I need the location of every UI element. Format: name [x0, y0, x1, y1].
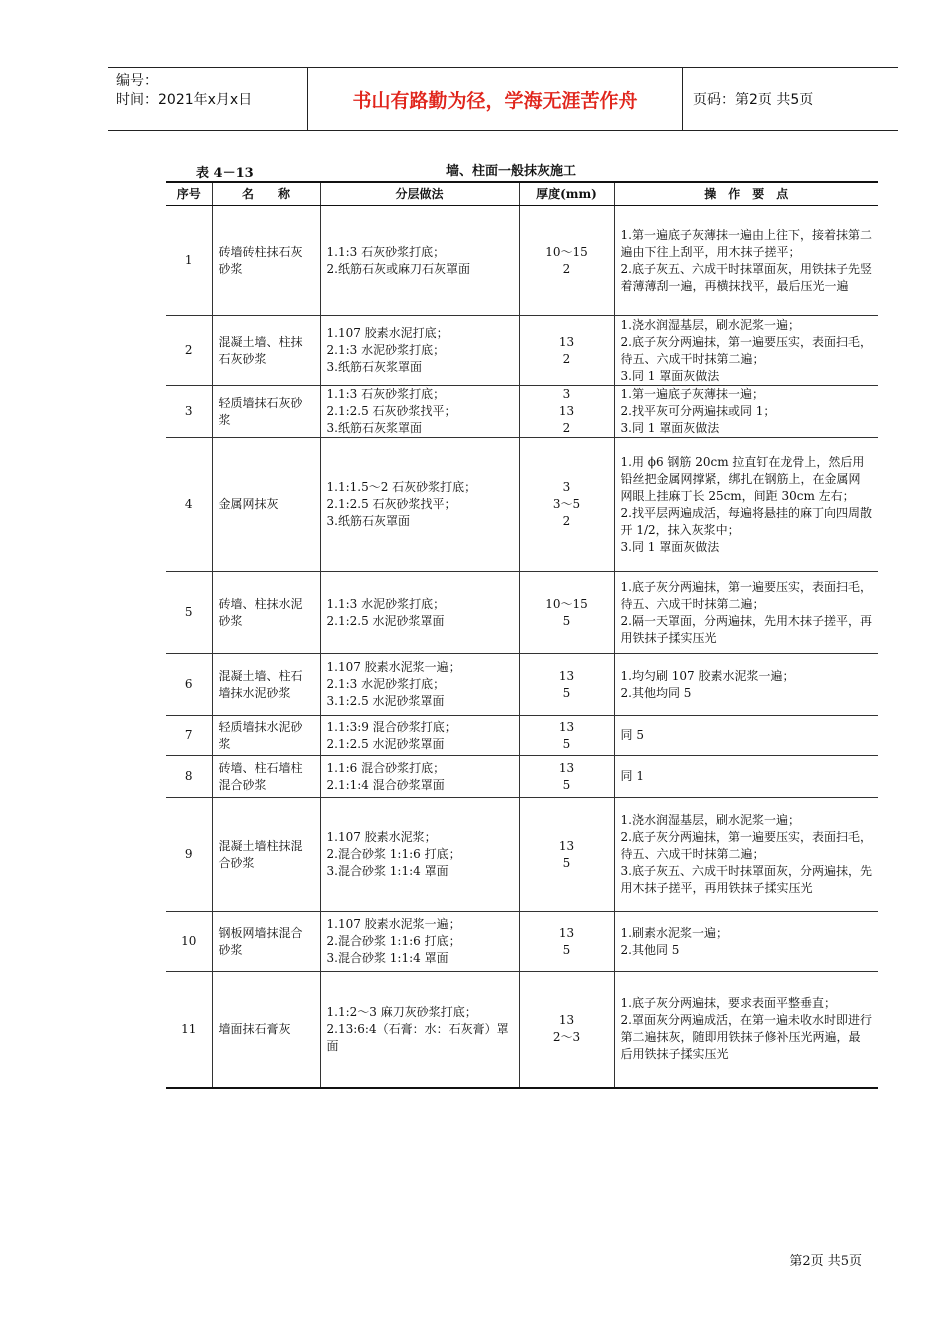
row-number: 7: [166, 716, 212, 756]
row-layers: [320, 716, 519, 756]
point-line: 1.浇水润湿基层，刷水泥浆一遍；: [620, 813, 800, 827]
row-thickness: [519, 972, 614, 1088]
row-number: 5: [166, 572, 212, 654]
row-name: 轻质墙抹石灰砂浆: [212, 386, 320, 438]
row-name: 轻质墙抹水泥砂浆: [212, 716, 320, 756]
table-row: [166, 912, 878, 972]
row-thickness: [519, 316, 614, 386]
point-line: 同 1: [620, 769, 644, 783]
point-line: 2.隔一天罩面，分两遍抹，先用木抹子搓平，再用铁抹子揉实压光: [620, 613, 872, 645]
point-line: 3.同 1 罩面灰做法: [620, 368, 720, 383]
row-layers: [320, 206, 519, 316]
thickness-line: 13: [558, 838, 575, 853]
row-name: 钢板网墙抹混合砂浆: [212, 912, 320, 972]
point-line: 2.底子灰五、六成干时抹罩面灰，用铁抹子先竖着薄薄刮一遍，再横抹找平，最后压光一遍: [620, 261, 872, 293]
layer-line: 2.13:6:4（石膏：水：石灰膏）罩面: [326, 1021, 509, 1053]
row-number: 10: [166, 912, 212, 972]
col-header-points: 操 作 要 点: [614, 182, 878, 206]
col-header-thickness: 厚度(mm): [519, 182, 614, 206]
point-line: 2.罩面灰分两遍成活，在第一遍未收水时即进行第二遍抹灰，随即用铁抹子修补压光两遍，最后用铁抹子揉实压光: [620, 1013, 872, 1062]
layer-line: 1.107 胶素水泥打底；: [326, 326, 449, 340]
row-thickness: [519, 438, 614, 572]
row-points: [614, 756, 878, 798]
point-line: 3.底子灰五、六成干时抹罩面灰，分两遍抹，先用木抹子搓平，再用铁抹子揉实压光: [620, 864, 872, 895]
row-name: 混凝土墙、柱石墙抹水泥砂浆: [212, 654, 320, 716]
row-thickness: [519, 206, 614, 316]
layer-line: 1.1:3 石灰砂浆打底；: [326, 244, 446, 259]
table-row: [166, 316, 878, 386]
table-header-row: [166, 182, 878, 206]
thickness-line: 10～15: [545, 596, 588, 611]
point-line: 同 5: [620, 728, 644, 742]
point-line: 1.底子灰分两遍抹，第一遍要压实，表面扫毛，待五、六成干时抹第二遍；: [620, 579, 872, 611]
layer-line: 1.1:3:9 混合砂浆打底；: [326, 719, 457, 734]
row-layers: [320, 756, 519, 798]
layer-line: 1.1:1.5～2 石灰砂浆打底；: [326, 480, 477, 494]
thickness-line: 2～3: [552, 1030, 581, 1045]
row-number: 1: [166, 206, 212, 316]
layer-line: 3.1:2.5 水泥砂浆罩面: [326, 694, 445, 708]
layer-line: 3.纸筋石灰罩面: [326, 514, 410, 528]
col-header-no: 序号: [166, 182, 212, 206]
point-line: 1.第一遍底子灰薄抹一遍由上往下，接着抹第二遍由下往上刮平，用木抹子搓平；: [620, 227, 872, 259]
thickness-line: 13: [558, 404, 575, 418]
layer-line: 1.1:6 混合砂浆打底；: [326, 760, 446, 775]
layer-line: 2.1:2.5 石灰砂浆找平；: [326, 497, 457, 511]
row-points: [614, 972, 878, 1088]
row-layers: [320, 316, 519, 386]
row-layers: [320, 972, 519, 1088]
row-thickness: [519, 756, 614, 798]
thickness-line: 5: [562, 942, 571, 957]
table-row: [166, 206, 878, 316]
row-thickness: [519, 716, 614, 756]
layer-line: 1.1:3 石灰砂浆打底；: [326, 387, 446, 401]
point-line: 1.用 ϕ6 钢筋 20cm 拉直钉在龙骨上，然后用铅丝把金属网撑紧，绑扎在钢筋上，在金属网网眼上挂麻丁长 25cm，间距 30cm 左右；: [620, 454, 865, 503]
thickness-line: 2: [562, 351, 571, 366]
point-line: 2.底子灰分两遍抹，第一遍要压实，表面扫毛，待五、六成干时抹第二遍；: [620, 830, 872, 861]
layer-line: 1.107 胶素水泥浆；: [326, 830, 437, 844]
row-layers: [320, 912, 519, 972]
layer-line: 2.混合砂浆 1:1:6 打底；: [326, 934, 461, 948]
row-name: 砖墙砖柱抹石灰砂浆: [212, 206, 320, 316]
table-row: [166, 438, 878, 572]
table-caption: [166, 160, 878, 180]
thickness-line: 5: [562, 855, 571, 870]
thickness-line: 3: [562, 387, 571, 401]
row-name: 砖墙、柱石墙柱混合砂浆: [212, 756, 320, 798]
thickness-line: 5: [562, 685, 571, 700]
row-points: [614, 798, 878, 912]
layer-line: 2.1:2.5 水泥砂浆罩面: [326, 736, 445, 751]
page-header: [108, 67, 898, 131]
point-line: 1.底子灰分两遍抹，要求表面平整垂直；: [620, 996, 836, 1011]
table-row: [166, 756, 878, 798]
row-layers: [320, 654, 519, 716]
layer-line: 2.1:3 水泥砂浆打底；: [326, 677, 446, 691]
layer-line: 1.107 胶素水泥浆一遍；: [326, 660, 461, 674]
row-thickness: [519, 912, 614, 972]
row-layers: [320, 572, 519, 654]
page-footer: 第2页 共5页: [789, 1254, 862, 1269]
point-line: 1.第一遍底子灰薄抹一遍；: [620, 387, 764, 401]
col-header-layers: 分层做法: [320, 182, 519, 206]
table-title: 墙、柱面一般抹灰施工: [446, 164, 577, 179]
col-header-name: 名 称: [212, 182, 320, 206]
layer-line: 3.纸筋石灰浆罩面: [326, 360, 422, 374]
point-line: 2.找平层两遍成活，每遍将悬挂的麻丁向四周散开 1/2，抹入灰浆中；: [620, 505, 872, 537]
layer-line: 2.1:3 水泥砂浆打底；: [326, 343, 446, 357]
header-page-label: 页码：第2页 共5页: [693, 92, 814, 108]
layer-line: 1.1:2～3 麻刀灰砂浆打底；: [326, 1004, 477, 1019]
thickness-line: 10～15: [545, 244, 588, 259]
point-line: 2.其他均同 5: [620, 685, 692, 700]
thickness-line: 13: [558, 925, 575, 940]
table-row: [166, 654, 878, 716]
table-row: [166, 386, 878, 438]
thickness-line: 13: [558, 760, 575, 775]
thickness-line: 2: [562, 421, 571, 435]
table-row: [166, 572, 878, 654]
thickness-line: 3: [562, 480, 571, 494]
row-layers: [320, 438, 519, 572]
row-number: 4: [166, 438, 212, 572]
table-row: [166, 716, 878, 756]
row-number: 8: [166, 756, 212, 798]
thickness-line: 5: [562, 736, 571, 751]
layer-line: 2.1:2.5 水泥砂浆罩面: [326, 613, 445, 628]
table-number: 表 4－13: [196, 166, 254, 181]
layer-line: 2.混合砂浆 1:1:6 打底；: [326, 847, 461, 861]
point-line: 2.底子灰分两遍抹，第一遍要压实，表面扫毛，待五、六成干时抹第二遍；: [620, 334, 872, 366]
thickness-line: 3～5: [552, 497, 581, 511]
layer-line: 2.1:2.5 石灰砂浆找平；: [326, 404, 457, 418]
point-line: 2.找平灰可分两遍抹或同 1；: [620, 404, 776, 418]
thickness-line: 5: [562, 777, 571, 792]
thickness-line: 13: [558, 334, 575, 349]
table-body: [166, 206, 878, 1088]
table-row: [166, 798, 878, 912]
table-row: [166, 972, 878, 1088]
row-name: 混凝土墙、柱抹石灰砂浆: [212, 316, 320, 386]
row-layers: [320, 386, 519, 438]
row-points: [614, 572, 878, 654]
layer-line: 1.1:3 水泥砂浆打底；: [326, 596, 446, 611]
layer-line: 2.纸筋石灰或麻刀石灰罩面: [326, 261, 470, 276]
layer-line: 3.混合砂浆 1:1:4 罩面: [326, 951, 449, 965]
plastering-table: [166, 181, 878, 1089]
row-number: 9: [166, 798, 212, 912]
layer-line: 3.纸筋石灰浆罩面: [326, 421, 422, 435]
document-time-label: 时间：2021年x月x日: [116, 92, 253, 108]
document-number-label: 编号：: [116, 73, 158, 89]
point-line: 2.其他同 5: [620, 942, 680, 957]
point-line: 1.刷素水泥浆一遍；: [620, 925, 728, 940]
row-thickness: [519, 654, 614, 716]
layer-line: 1.107 胶素水泥浆一遍；: [326, 917, 461, 931]
row-number: 2: [166, 316, 212, 386]
row-thickness: [519, 798, 614, 912]
row-number: 3: [166, 386, 212, 438]
header-left-cell: [108, 68, 308, 130]
row-points: [614, 316, 878, 386]
header-motto: 书山有路勤为径，学海无涯苦作舟: [308, 68, 683, 130]
row-layers: [320, 798, 519, 912]
row-points: [614, 654, 878, 716]
thickness-line: 2: [562, 514, 571, 528]
row-name: 砖墙、柱抹水泥砂浆: [212, 572, 320, 654]
row-points: [614, 716, 878, 756]
thickness-line: 13: [558, 719, 575, 734]
row-points: [614, 912, 878, 972]
row-points: [614, 386, 878, 438]
thickness-line: 13: [558, 1013, 575, 1028]
layer-line: 2.1:1:4 混合砂浆罩面: [326, 777, 445, 792]
point-line: 3.同 1 罩面灰做法: [620, 421, 720, 435]
row-number: 6: [166, 654, 212, 716]
thickness-line: 2: [562, 261, 571, 276]
row-thickness: [519, 572, 614, 654]
row-name: 金属网抹灰: [212, 438, 320, 572]
point-line: 1.均匀刷 107 胶素水泥浆一遍；: [620, 668, 795, 683]
row-name: 混凝土墙柱抹混合砂浆: [212, 798, 320, 912]
point-line: 1.浇水润湿基层，刷水泥浆一遍；: [620, 317, 800, 332]
row-thickness: [519, 386, 614, 438]
point-line: 3.同 1 罩面灰做法: [620, 539, 720, 554]
row-points: [614, 438, 878, 572]
thickness-line: 5: [562, 613, 571, 628]
thickness-line: 13: [558, 668, 575, 683]
layer-line: 3.混合砂浆 1:1:4 罩面: [326, 864, 449, 878]
row-number: 11: [166, 972, 212, 1088]
row-name: 墙面抹石膏灰: [212, 972, 320, 1088]
row-points: [614, 206, 878, 316]
